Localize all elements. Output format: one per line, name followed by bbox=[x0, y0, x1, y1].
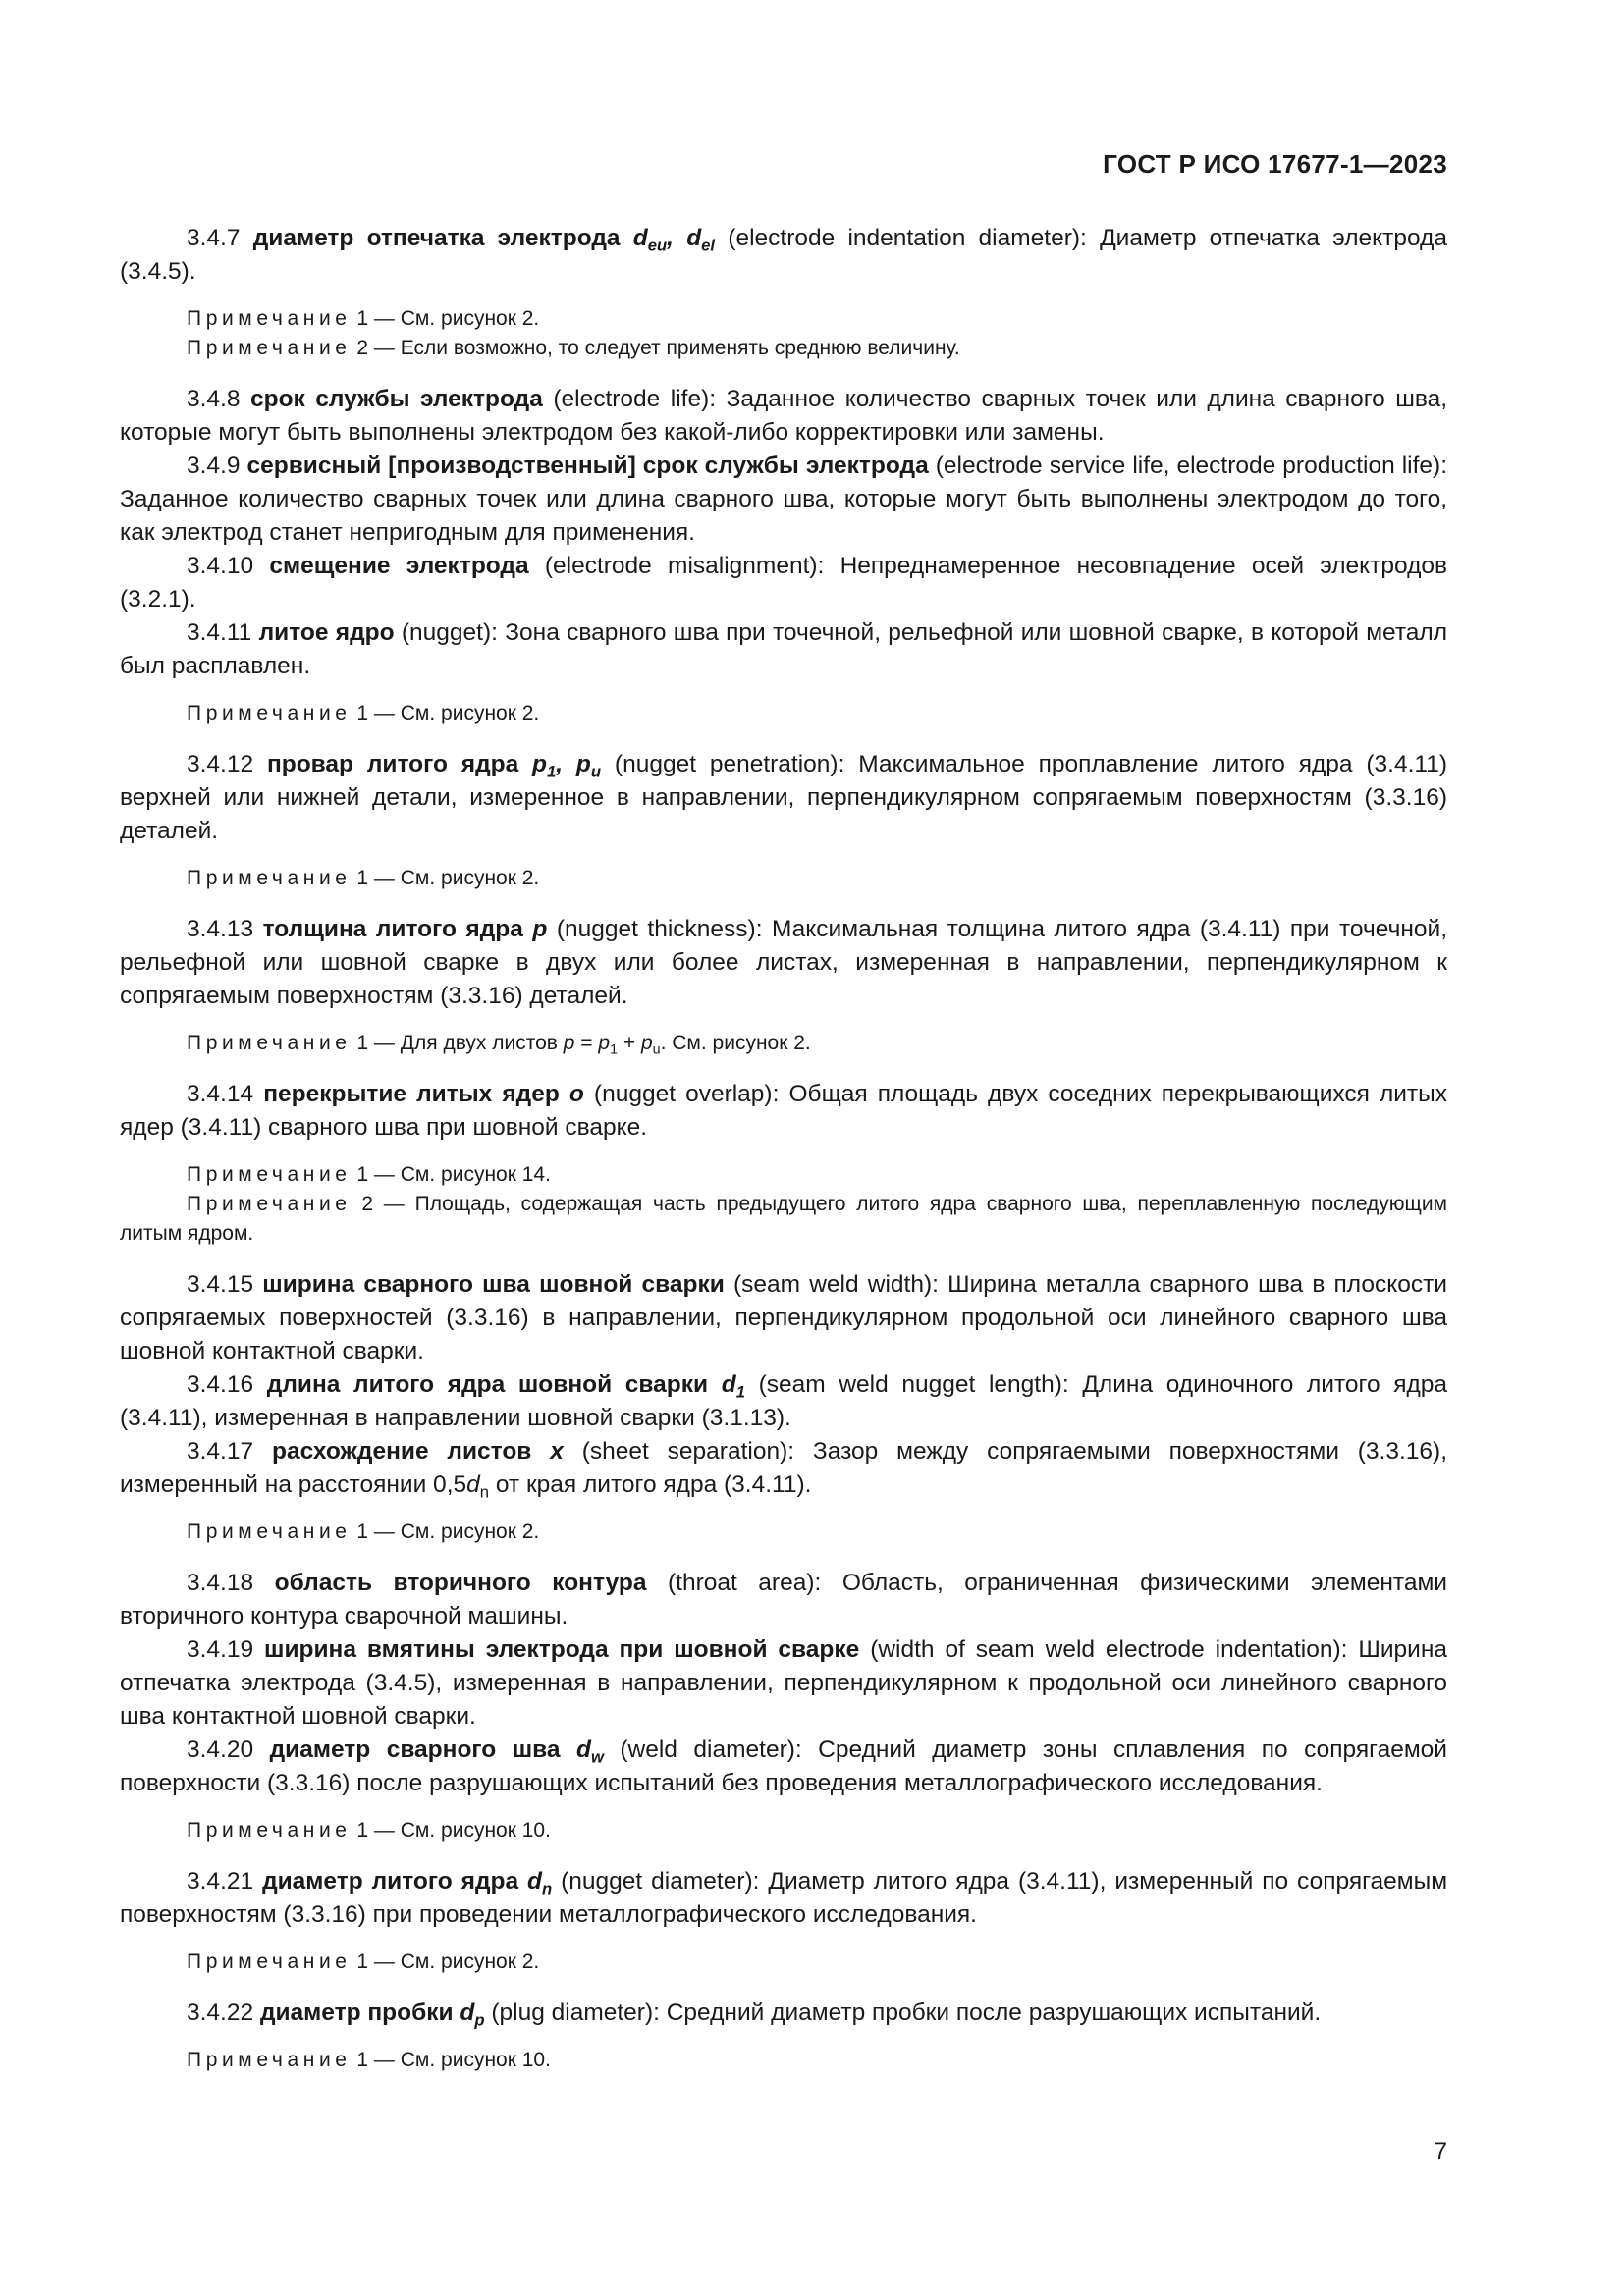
term-definition: Диаметр отпечатка электрода (3.4.5). bbox=[120, 225, 1447, 285]
term-name: смещение электрода bbox=[269, 553, 529, 579]
term-name: перекрытие литых ядер bbox=[263, 1081, 560, 1107]
term-entry-3-4-16 bbox=[120, 1368, 1447, 1435]
note: Примечание 2 — Если возможно, то следует применять среднюю величину. bbox=[187, 337, 960, 359]
term-name: диаметр литого ядра bbox=[262, 1868, 519, 1895]
term-symbol: $d_1$ bbox=[721, 1371, 745, 1402]
note-label: Примечание bbox=[187, 1163, 352, 1186]
note-text: См. рисунок 2. bbox=[400, 867, 540, 889]
term-symbol: $d_n$ bbox=[527, 1868, 553, 1898]
term-name: провар литого ядра bbox=[266, 751, 519, 777]
term-number: 3.4.8 bbox=[187, 386, 241, 412]
note-label: Примечание bbox=[187, 337, 352, 359]
term-english: (width of seam weld electrode indentation): bbox=[870, 1636, 1348, 1663]
term-definition: Зазор между сопрягаемыми поверхностями (3.3.16), измеренный на расстоянии $0,5d_n$ от края литого ядра (3.4.11). bbox=[120, 1438, 1448, 1502]
term-symbol: o bbox=[568, 1081, 584, 1107]
term-number: 3.4.18 bbox=[187, 1570, 254, 1596]
term-entry-3-4-21 bbox=[120, 1865, 1447, 1932]
term-definition: Непреднамеренное несовпадение осей электродов (3.2.1). bbox=[120, 553, 1448, 613]
term-name: длина литого ядра шовной сварки bbox=[266, 1371, 709, 1398]
term-english: (throat area): bbox=[667, 1570, 822, 1596]
term-name: срок службы электрода bbox=[250, 386, 543, 412]
note-text: См. рисунок 2. bbox=[400, 1950, 540, 1973]
note-label: Примечание bbox=[187, 1521, 352, 1543]
term-english: (seam weld nugget length): bbox=[758, 1371, 1069, 1398]
term-entry-3-4-9 bbox=[120, 450, 1447, 550]
term-number: 3.4.15 bbox=[187, 1271, 254, 1298]
term-entry-3-4-11 bbox=[120, 616, 1447, 683]
term-definition: Длина одиночного литого ядра (3.4.11), измеренная в направлении шовной сварки (3.1.13). bbox=[120, 1371, 1448, 1431]
term-name: сервисный [производственный] срок службы электрода bbox=[246, 453, 929, 479]
note-text: См. рисунок 2. bbox=[400, 307, 540, 330]
term-entry-3-4-19 bbox=[120, 1633, 1447, 1734]
note-label: Примечание bbox=[187, 1950, 352, 1973]
note-text: См. рисунок 10. bbox=[400, 2049, 551, 2071]
note-text: См. рисунок 10. bbox=[400, 1819, 551, 1842]
note-label: Примечание bbox=[187, 1193, 352, 1215]
term-english: (electrode indentation diameter): bbox=[728, 225, 1087, 251]
term-symbol: $p_1$, $p_u$ bbox=[532, 751, 602, 781]
term-english: (nugget diameter): bbox=[561, 1868, 760, 1895]
note-label: Примечание bbox=[187, 1032, 352, 1054]
term-english: (seam weld width): bbox=[733, 1271, 939, 1298]
term-entry-3-4-20 bbox=[120, 1734, 1447, 1800]
term-number: 3.4.22 bbox=[187, 2000, 254, 2026]
term-symbol: $d_p$ bbox=[460, 2000, 485, 2030]
note-label: Примечание bbox=[187, 1819, 352, 1842]
term-entry-3-4-15 bbox=[120, 1268, 1447, 1368]
term-symbol: p bbox=[532, 916, 548, 942]
term-english: (nugget overlap): bbox=[593, 1081, 780, 1107]
term-definition: Ширина отпечатка электрода (3.4.5), измеренная в направлении, перпендикулярном к продольной оси линейного сварного шва контактной шовной сварки. bbox=[120, 1636, 1447, 1730]
term-definition: Ширина металла сварного шва в плоскости сопрягаемых поверхностей (3.3.16) в направлении, перпендикулярном продольной оси линейного сварного шва шовной контактной сварки. bbox=[120, 1271, 1447, 1364]
term-definition: Общая площадь двух соседних перекрывающихся литых ядер (3.4.11) сварного шва при шовной сварке. bbox=[120, 1081, 1448, 1141]
note-text: Площадь, содержащая часть предыдущего литого ядра сварного шва, переплавленную последующим литым ядром. bbox=[120, 1193, 1447, 1245]
term-entry-3-4-10 bbox=[120, 550, 1447, 616]
term-definition: Диаметр литого ядра (3.4.11), измеренный по сопрягаемым поверхностям (3.3.16) при проведении металлографического исследования. bbox=[120, 1868, 1448, 1928]
term-number: 3.4.12 bbox=[187, 751, 254, 777]
term-symbol: $d_{eu}$, $d_{el}$ bbox=[632, 225, 716, 255]
note: Примечание 1 — См. рисунок 10. bbox=[187, 1819, 551, 1842]
term-english: (weld diameter): bbox=[620, 1736, 802, 1763]
term-number: 3.4.14 bbox=[187, 1081, 254, 1107]
term-definition: Зона сварного шва при точечной, рельефной или шовной сварке, в которой металл был расплавлен. bbox=[120, 619, 1448, 679]
term-entry-3-4-8 bbox=[120, 383, 1447, 450]
term-name: литое ядро bbox=[258, 619, 395, 646]
term-definition: Максимальное проплавление литого ядра (3.4.11) верхней или нижней детали, измеренное в направлении, перпендикулярном сопрягаемым поверхностям (3.3.16) деталей. bbox=[120, 751, 1447, 844]
term-name: ширина сварного шва шовной сварки bbox=[262, 1271, 725, 1298]
term-name: расхождение листов bbox=[271, 1438, 532, 1465]
page-number: 7 bbox=[1434, 2138, 1447, 2164]
term-definition: Средний диаметр зоны сплавления по сопрягаемой поверхности (3.3.16) после разрушающих испытаний без проведения металлографического исследования. bbox=[120, 1736, 1447, 1796]
term-english: (electrode misalignment): bbox=[544, 553, 825, 579]
term-number: 3.4.9 bbox=[187, 453, 241, 479]
term-number: 3.4.21 bbox=[187, 1868, 254, 1895]
note: Примечание 1 — См. рисунок 2. bbox=[187, 307, 540, 330]
term-definition: Максимальная толщина литого ядра (3.4.11) при точечной, рельефной или шовной сварке в двух или более листах, измеренная в направлении, перпендикулярном к сопрягаемым поверхностям (3.3.16) деталей. bbox=[120, 916, 1447, 1009]
term-name: диаметр сварного шва bbox=[269, 1736, 561, 1763]
term-entry-3-4-22 bbox=[120, 1997, 1447, 2030]
note: Примечание 1 — См. рисунок 2. bbox=[187, 1950, 540, 1973]
term-name: диаметр пробки bbox=[259, 2000, 454, 2026]
term-name: диаметр отпечатка электрода bbox=[252, 225, 621, 251]
term-number: 3.4.11 bbox=[187, 619, 252, 646]
term-english: (nugget penetration): bbox=[614, 751, 845, 777]
term-name: область вторичного контура bbox=[274, 1570, 647, 1596]
note: Примечание 1 — См. рисунок 2. bbox=[187, 867, 540, 889]
term-number: 3.4.16 bbox=[187, 1371, 254, 1398]
term-symbol: x bbox=[550, 1438, 564, 1465]
term-english: (electrode life): bbox=[553, 386, 717, 412]
term-number: 3.4.13 bbox=[187, 916, 254, 942]
note-label: Примечание bbox=[187, 702, 352, 724]
note-label: Примечание bbox=[187, 2049, 352, 2071]
term-entry-3-4-12 bbox=[120, 748, 1447, 848]
note-text: См. рисунок 14. bbox=[400, 1163, 551, 1186]
note-label: Примечание bbox=[187, 307, 352, 330]
note: Примечание 1 — Для двух листов $p = p_1 + p_u$. См. рисунок 2. bbox=[187, 1032, 811, 1058]
term-name: ширина вмятины электрода при шовной сварке bbox=[264, 1636, 860, 1663]
term-entry-3-4-14 bbox=[120, 1078, 1447, 1145]
term-definition: Область, ограниченная физическими элементами вторичного контура сварочной машины. bbox=[120, 1570, 1447, 1629]
term-english: (electrode service life, electrode production life): bbox=[935, 453, 1448, 479]
term-definition: Заданное количество сварных точек или длина сварного шва, которые могут быть выполнены электродом без какой-либо корректировки или замены. bbox=[120, 386, 1448, 446]
term-number: 3.4.20 bbox=[187, 1736, 254, 1763]
note: Примечание 1 — См. рисунок 2. bbox=[187, 1521, 540, 1543]
term-definition: Заданное количество сварных точек или длина сварного шва, которые могут быть выполнены электродом до того, как электрод станет непригодным для применения. bbox=[120, 486, 1447, 546]
term-definition: Средний диаметр пробки после разрушающих испытаний. bbox=[666, 2000, 1322, 2026]
term-number: 3.4.17 bbox=[187, 1438, 254, 1465]
note: Примечание 1 — См. рисунок 10. bbox=[187, 2049, 551, 2071]
note-text: Если возможно, то следует применять среднюю величину. bbox=[400, 337, 960, 359]
standard-designation: ГОСТ Р ИСО 17677-1—2023 bbox=[1103, 149, 1447, 179]
term-english: (sheet separation): bbox=[581, 1438, 795, 1465]
term-entry-3-4-18 bbox=[120, 1567, 1447, 1633]
note: Примечание 1 — См. рисунок 2. bbox=[187, 702, 540, 724]
term-number: 3.4.7 bbox=[187, 225, 241, 251]
term-number: 3.4.19 bbox=[187, 1636, 254, 1663]
term-entry-3-4-7 bbox=[120, 222, 1447, 289]
note: Примечание 1 — См. рисунок 14. bbox=[187, 1163, 551, 1186]
term-number: 3.4.10 bbox=[187, 553, 254, 579]
term-english: (nugget): bbox=[401, 619, 498, 646]
note-label: Примечание bbox=[187, 867, 352, 889]
term-entry-3-4-13 bbox=[120, 913, 1447, 1013]
term-entry-3-4-17 bbox=[120, 1435, 1447, 1502]
terms-content bbox=[120, 222, 1447, 2075]
note-text: См. рисунок 2. bbox=[400, 702, 540, 724]
term-english: (nugget thickness): bbox=[556, 916, 763, 942]
note: Примечание 2 — Площадь, содержащая часть предыдущего литого ядра сварного шва, переплавленную последующим литым ядром. bbox=[120, 1193, 1447, 1245]
term-english: (plug diameter): bbox=[491, 2000, 660, 2026]
note-text: См. рисунок 2. bbox=[400, 1521, 540, 1543]
term-symbol: $d_w$ bbox=[575, 1736, 604, 1767]
term-name: толщина литого ядра bbox=[262, 916, 523, 942]
